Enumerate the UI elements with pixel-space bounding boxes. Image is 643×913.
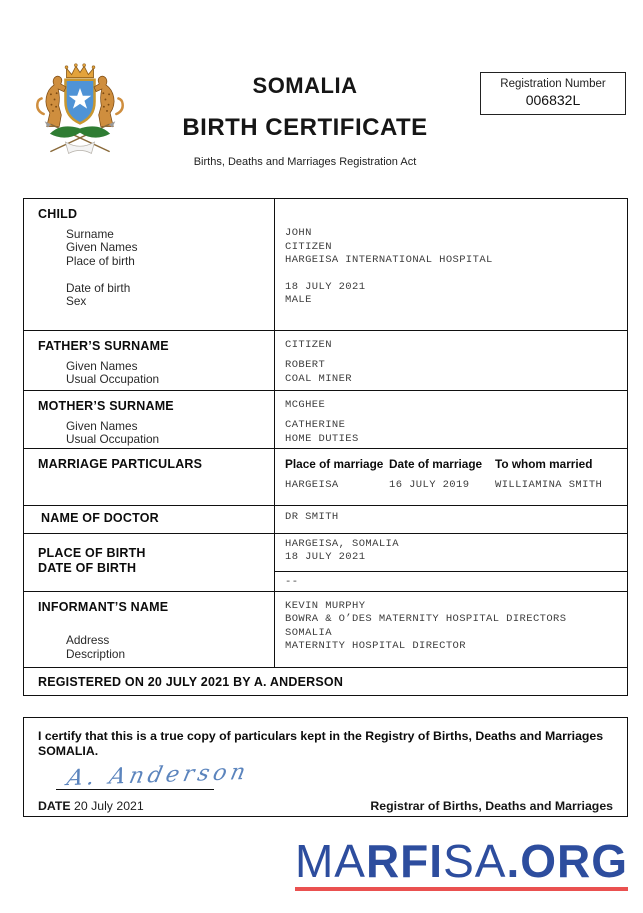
- country-title: SOMALIA: [252, 73, 358, 98]
- informant-label-address: Address: [66, 633, 110, 648]
- marriage-place-value: HARGEISA: [285, 479, 339, 491]
- child-date-of-birth-value: 18 JULY 2021: [285, 281, 366, 293]
- marriage-col-place-header: Place of marriage: [285, 457, 384, 471]
- certificate-header: [0, 0, 643, 198]
- birth-note-value: --: [285, 576, 299, 589]
- logo-underline: [295, 887, 628, 891]
- father-surname-value: CITIZEN: [285, 339, 332, 351]
- section-marriage: [24, 449, 627, 506]
- mother-label-usual-occupation: Usual Occupation: [66, 432, 160, 447]
- registration-number-value: 006832L: [525, 92, 581, 108]
- registered-statement: REGISTERED ON 20 JULY 2021 BY A. ANDERSON: [38, 674, 344, 689]
- doctor-name-value: DR SMITH: [285, 510, 339, 523]
- birth-date-value: 18 JULY 2021: [285, 551, 366, 564]
- doctor-heading: NAME OF DOCTOR: [41, 510, 159, 525]
- birth-values-cell: [274, 534, 627, 591]
- child-label-given-names: Given Names: [66, 240, 138, 255]
- child-heading: CHILD: [38, 207, 78, 221]
- doctor-value-cell: [274, 506, 627, 533]
- section-child: [24, 199, 627, 331]
- child-values-cell: [274, 199, 627, 330]
- somalia-coat-of-arms-icon: [28, 60, 132, 168]
- spacer-line: [285, 207, 619, 220]
- father-heading: FATHER’S SURNAME: [38, 339, 169, 353]
- marriage-heading-cell: [24, 449, 274, 505]
- section-father: [24, 331, 627, 391]
- father-values-cell: [274, 331, 627, 391]
- mother-labels-cell: [24, 391, 274, 451]
- mother-surname-value: MCGHEE: [285, 399, 326, 411]
- particulars-table: [23, 198, 628, 696]
- certify-date: [38, 799, 144, 813]
- birth-heading-date: DATE OF BIRTH: [38, 560, 137, 575]
- informant-name-value: KEVIN MURPHY: [285, 600, 366, 612]
- section-birth-registration: [24, 534, 627, 592]
- marriage-heading: MARRIAGE PARTICULARS: [38, 457, 203, 471]
- informant-organisation-value: BOWRA & O’DES MATERNITY HOSPITAL DIRECTORS: [285, 613, 567, 626]
- child-label-place-of-birth: Place of birth: [66, 253, 135, 268]
- certification-box: [23, 717, 628, 817]
- informant-heading: INFORMANT’S NAME: [38, 600, 169, 614]
- logo-segment: SA: [443, 835, 507, 887]
- section-mother: [24, 391, 627, 449]
- marriage-values-cell: [274, 449, 627, 505]
- act-subtitle: Births, Deaths and Marriages Registration Act: [193, 156, 417, 168]
- mother-usual-occupation-value: HOME DUTIES: [285, 432, 359, 445]
- informant-description-value: MATERNITY HOSPITAL DIRECTOR: [285, 640, 466, 653]
- father-given-names-value: ROBERT: [285, 359, 326, 372]
- father-usual-occupation-value: COAL MINER: [285, 372, 353, 385]
- registrar-signature: A. Anderson: [64, 759, 252, 792]
- section-informant: [24, 592, 627, 668]
- registration-number-box: [480, 72, 626, 115]
- child-labels-cell: [24, 199, 274, 330]
- document-title: BIRTH CERTIFICATE: [182, 114, 428, 141]
- child-place-of-birth-value: HARGEISA INTERNATIONAL HOSPITAL: [285, 254, 493, 267]
- date-label: DATE: [38, 799, 71, 813]
- logo-segment: MA: [294, 835, 366, 887]
- mother-given-names-value: CATHERINE: [285, 419, 346, 432]
- birth-heading-place: PLACE OF BIRTH: [38, 545, 146, 560]
- marriage-col-spouse-header: To whom married: [495, 457, 593, 471]
- title-block: [130, 73, 480, 168]
- logo-segment: .ORG: [506, 835, 628, 887]
- marriage-date-value: 16 JULY 2019: [389, 479, 470, 491]
- mother-values-cell: [274, 391, 627, 451]
- spacer-line: [285, 268, 619, 281]
- child-sex-value: MALE: [285, 294, 312, 307]
- father-labels-cell: [24, 331, 274, 391]
- birth-heading-cell: [24, 534, 274, 591]
- informant-labels-cell: [24, 592, 274, 667]
- marriage-col-spouse: [495, 457, 619, 492]
- mother-label-given-names: Given Names: [66, 419, 138, 433]
- father-label-usual-occupation: Usual Occupation: [66, 372, 160, 387]
- doctor-heading-cell: [24, 506, 274, 533]
- marriage-col-date: [389, 457, 495, 492]
- informant-label-description: Description: [66, 646, 126, 661]
- child-label-surname: Surname: [66, 227, 114, 241]
- birth-place-value: HARGEISA, SOMALIA: [285, 538, 399, 550]
- logo-segment: RFI: [365, 835, 444, 887]
- informant-address-value: SOMALIA: [285, 626, 332, 639]
- spacer-line: [66, 268, 268, 281]
- certify-statement: I certify that this is a true copy of particulars kept in the Registry of Births, Deaths and Marriages SOMALIA.: [38, 729, 604, 758]
- registrar-title: Registrar of Births, Deaths and Marriages: [370, 799, 613, 813]
- child-given-names-value: CITIZEN: [285, 240, 332, 253]
- child-label-date-of-birth: Date of birth: [66, 280, 131, 295]
- marfisa-logo-text: [294, 835, 628, 887]
- child-surname-value: JOHN: [285, 227, 312, 240]
- marriage-col-date-header: Date of marriage: [389, 457, 483, 471]
- mother-heading: MOTHER’S SURNAME: [38, 399, 174, 413]
- marriage-spouse-value: WILLIAMINA SMITH: [495, 479, 603, 491]
- child-label-sex: Sex: [66, 294, 87, 309]
- section-doctor: [24, 506, 627, 534]
- marfisa-logo: [294, 835, 628, 891]
- informant-values-cell: [274, 592, 627, 667]
- registration-number-label: Registration Number: [500, 78, 606, 90]
- section-registered: [24, 668, 627, 695]
- marriage-col-place: [285, 457, 389, 492]
- father-label-given-names: Given Names: [66, 359, 138, 373]
- date-value: 20 July 2021: [73, 799, 144, 813]
- spacer-line: [66, 621, 268, 634]
